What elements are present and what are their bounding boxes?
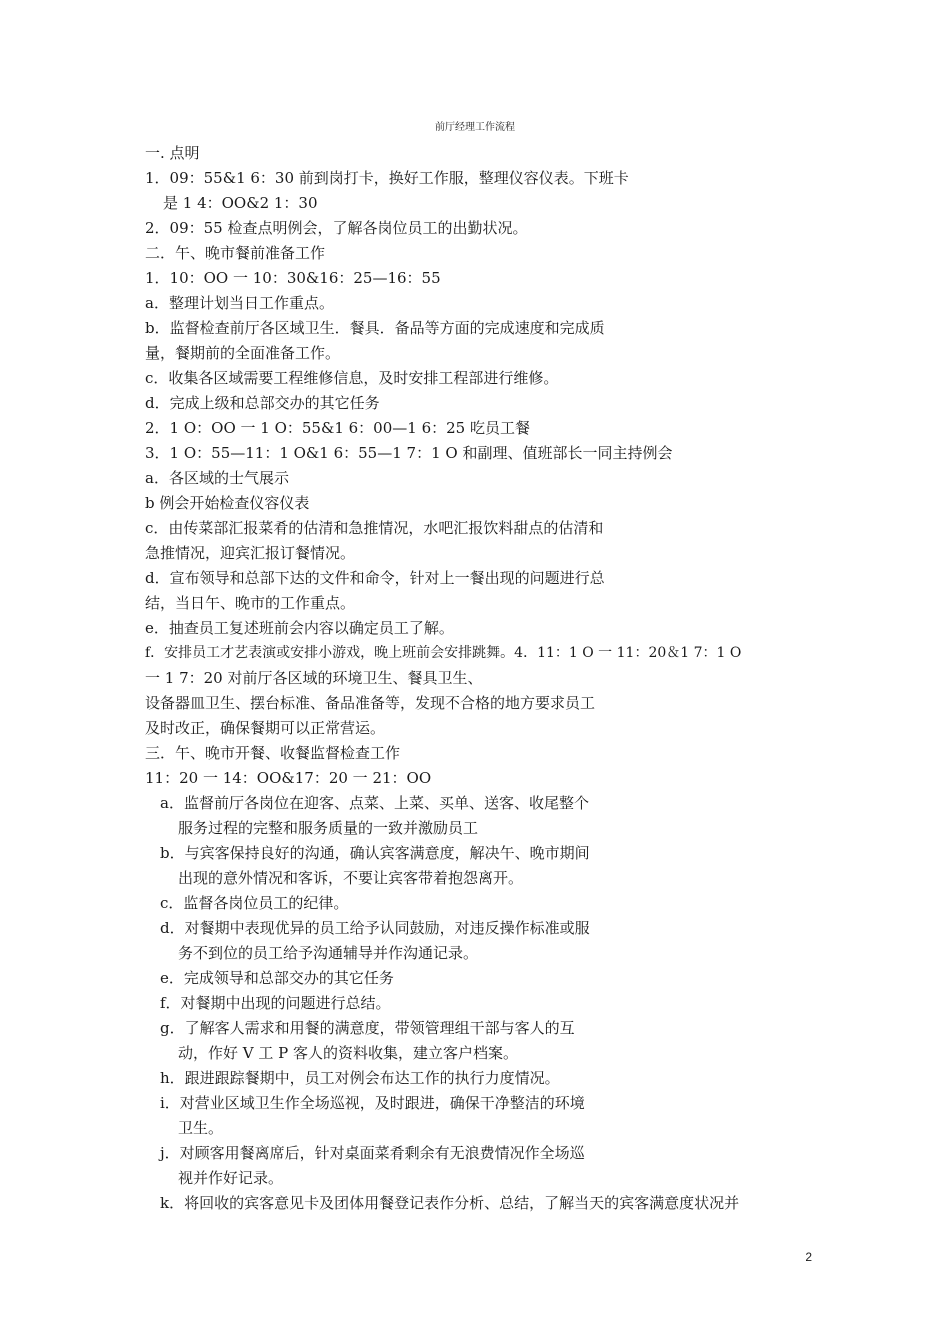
text-line: b 例会开始检查仪容仪表: [145, 494, 310, 512]
text-line: c．收集各区域需要工程维修信息，及时安排工程部进行维修。: [145, 369, 559, 387]
text-line: a．监督前厅各岗位在迎客、点菜、上菜、买单、送客、收尾整个: [160, 794, 589, 812]
text-line: b．与宾客保持良好的沟通，确认宾客满意度，解决午、晚市期间: [160, 844, 590, 862]
text-line: g．了解客人需求和用餐的满意度，带领管理组干部与客人的互: [160, 1019, 575, 1037]
text-line: h．跟进跟踪餐期中，员工对例会布达工作的执行力度情况。: [160, 1069, 560, 1087]
text-line: 及时改正，确保餐期可以正常营运。: [145, 719, 386, 737]
text-line: i．对营业区域卫生作全场巡视，及时跟进，确保干净整洁的环境: [160, 1094, 585, 1112]
text-line: 3．1 O：55—11：1 O&1 6：55—1 7：1 O 和副理、值班部长一同主持例会: [145, 444, 673, 462]
text-line: 动，作好 V 工 P 客人的资料收集，建立客户档案。: [178, 1044, 518, 1062]
page-number: 2: [805, 1250, 812, 1264]
text-line: k．将回收的宾客意见卡及团体用餐登记表作分析、总结，了解当天的宾客满意度状况并: [160, 1194, 740, 1212]
section-heading-1: 一. 点明: [145, 144, 200, 162]
text-line: d．宣布领导和总部下达的文件和命令，针对上一餐出现的问题进行总: [145, 569, 605, 587]
text-line: e．完成领导和总部交办的其它任务: [160, 969, 394, 987]
text-line: 一 1 7：20 对前厅各区域的环境卫生、餐具卫生、: [145, 669, 483, 687]
text-line: a．整理计划当日工作重点。: [145, 294, 334, 312]
text-line: c．由传菜部汇报菜肴的估清和急推情况，水吧汇报饮料甜点的估清和: [145, 519, 604, 537]
text-line: 出现的意外情况和客诉，不要让宾客带着抱怨离开。: [178, 869, 524, 887]
text-line: 1．09：55&1 6：30 前到岗打卡，换好工作服，整理仪容仪表。下班卡: [145, 169, 629, 187]
text-line: 务不到位的员工给予沟通辅导并作沟通记录。: [178, 944, 479, 962]
document-title: 前厅经理工作流程: [435, 122, 515, 133]
section-heading-3: 三．午、晚市开餐、收餐监督检查工作: [145, 744, 401, 762]
text-line: 视并作好记录。: [178, 1169, 284, 1187]
text-line: f．对餐期中出现的问题进行总结。: [160, 994, 391, 1012]
text-line: 2．09：55 检查点明例会，了解各岗位员工的出勤状况。: [145, 219, 528, 237]
text-line: d．完成上级和总部交办的其它任务: [145, 394, 380, 412]
text-line: 是 1 4：OO&2 1：30: [163, 194, 318, 212]
text-line: e．抽查员工复述班前会内容以确定员工了解。: [145, 619, 454, 637]
section-heading-2: 二．午、晚市餐前准备工作: [145, 244, 326, 262]
text-line: a．各区域的士气展示: [145, 469, 289, 487]
text-line: d．对餐期中表现优异的员工给予认同鼓励，对违反操作标准或服: [160, 919, 590, 937]
text-line: c．监督各岗位员工的纪律。: [160, 894, 349, 912]
text-line: 量，餐期前的全面准备工作。: [145, 344, 341, 362]
text-line: b．监督检查前厅各区域卫生．餐具．备品等方面的完成速度和完成质: [145, 319, 605, 337]
text-line: f．安排员工才艺表演或安排小游戏，晚上班前会安排跳舞。4．11：1 O 一 11：20＆1 7：1 O: [145, 645, 742, 661]
text-line: 11：20 一 14：OO&17：20 一 21：OO: [145, 769, 432, 787]
text-line: 1．10：OO 一 10：30&16：25—16：55: [145, 269, 441, 287]
text-line: 2．1 O：OO 一 1 O：55&1 6：00—1 6：25 吃员工餐: [145, 419, 530, 437]
text-line: 急推情况，迎宾汇报订餐情况。: [145, 544, 356, 562]
text-line: j．对顾客用餐离席后，针对桌面菜肴剩余有无浪费情况作全场巡: [160, 1144, 585, 1162]
text-line: 卫生。: [178, 1119, 224, 1137]
text-line: 服务过程的完整和服务质量的一致并激励员工: [178, 819, 479, 837]
text-line: 设备器皿卫生、摆台标准、备品准备等，发现不合格的地方要求员工: [145, 694, 596, 712]
text-line: 结，当日午、晚市的工作重点。: [145, 594, 356, 612]
